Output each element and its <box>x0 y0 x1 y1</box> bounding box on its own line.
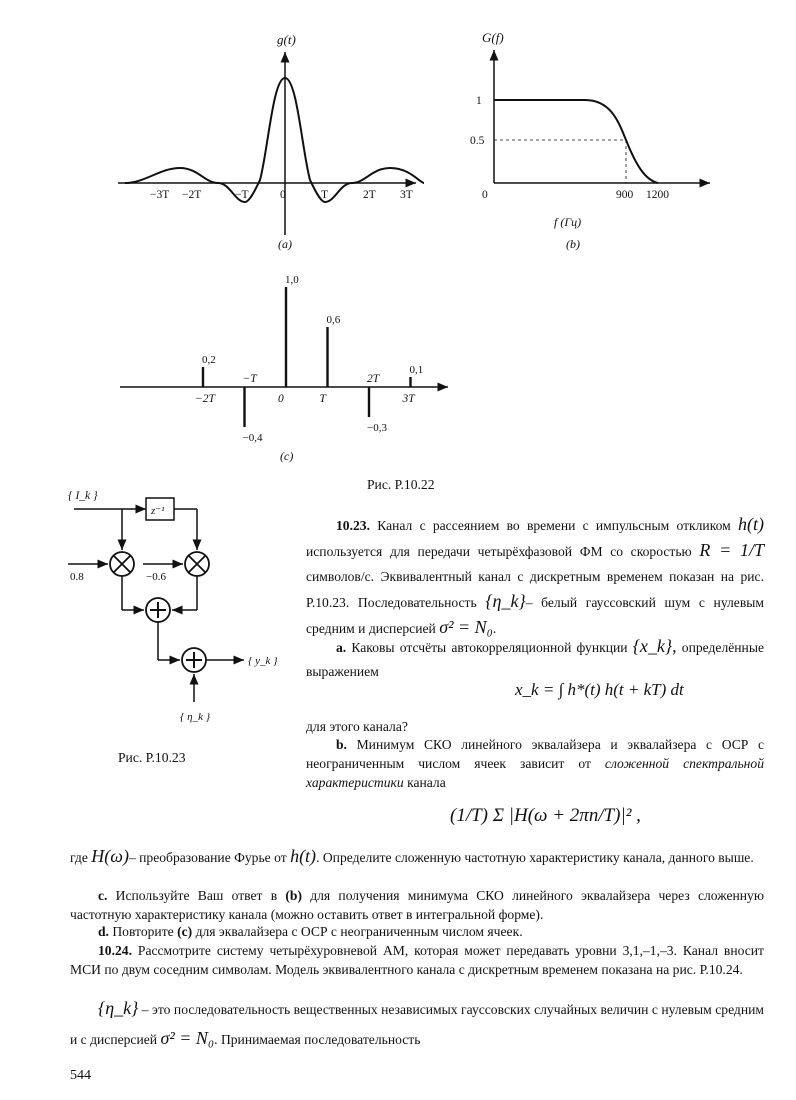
sublabel-a: (a) <box>278 237 292 251</box>
fig-22-caption: Рис. Р.10.22 <box>367 477 435 492</box>
part-a <box>306 634 764 684</box>
math-sigma: σ² = N₀ <box>439 617 493 637</box>
text: символов/с. Эквивалентный канал с дискретным временем показан на рис. Р.10.23. Последовательность <box>306 569 764 610</box>
ytick: 0.5 <box>470 135 485 147</box>
math-h: h(t) <box>290 846 317 866</box>
part-d <box>70 922 764 941</box>
stem-tick: 2T <box>367 373 380 385</box>
part-label: b. <box>336 737 347 752</box>
formula-folded-spectrum: (1/T) Σ |H(ω + 2πn/T)|² , <box>450 805 641 826</box>
problem-10-24-cont <box>70 994 764 1054</box>
math-R: R = 1/T <box>699 540 764 560</box>
ref: (b) <box>285 888 302 903</box>
emphasis: сложенной спектральной характеристики <box>306 756 764 790</box>
stem-tick: 3T <box>402 393 415 405</box>
text: канала <box>403 775 446 790</box>
stem-value: −0,3 <box>367 422 387 434</box>
figure-a <box>110 30 430 255</box>
math-eta: {η_k} <box>485 591 526 611</box>
ref: (c) <box>177 924 193 939</box>
math-eta: {η_k} <box>98 998 139 1018</box>
ylabel-G: G(f) <box>482 30 504 45</box>
text: – преобразование Фурье от <box>128 850 291 865</box>
text: Рассмотрите систему четырёхуровневой АМ, которая может передавать уровни 3,1,–1,–3. Канал вносит МСИ по двум соседним символам. Модель эквивалентного канала с дискретным временем показана на рис. Р.10.24. <box>70 943 764 977</box>
text: Повторите <box>108 924 178 939</box>
math-sigma: σ² = N₀ <box>160 1028 215 1048</box>
noise-label: { η_k } <box>180 711 211 723</box>
text: Используйте Ваш ответ в <box>107 888 286 903</box>
stem-tick: −2T <box>195 393 215 405</box>
part-a-end: для этого канала? <box>306 719 408 734</box>
input-label: { I_k } <box>68 490 98 502</box>
text: используется для передачи четырёхфазовой ФМ со скоростью <box>306 544 692 559</box>
tick: T <box>321 189 329 201</box>
part-label: c. <box>98 888 108 903</box>
delay-label: z⁻¹ <box>151 505 165 517</box>
math-H: H(ω) <box>91 846 129 866</box>
stem-value: 0,6 <box>326 314 341 326</box>
text: где <box>70 850 92 865</box>
math-xk: {x_k}, <box>632 636 677 656</box>
part-c <box>70 886 764 924</box>
math-h: h(t) <box>738 514 764 534</box>
stem-tick: T <box>319 393 326 405</box>
ylabel-g: g(t) <box>277 32 296 47</box>
ytick: 1 <box>476 95 482 107</box>
xtick: 1200 <box>646 189 669 201</box>
text: . Принимаемая последовательность <box>214 1032 421 1047</box>
sublabel-b: (b) <box>566 237 580 251</box>
part-b <box>306 735 764 792</box>
stem-value: 0,1 <box>409 364 424 376</box>
text: Минимум СКО линейного эквалайзера и эквалайзера с ОСР с неограниченным числом ячеек зависит от <box>306 737 764 771</box>
problem-10-24 <box>70 941 764 979</box>
figure-c <box>110 262 470 467</box>
gain-right: −0.6 <box>146 571 166 583</box>
problem-number: 10.23. <box>336 518 370 533</box>
part-label: a. <box>336 640 347 655</box>
tick: 3T <box>400 189 413 201</box>
tick: −3T <box>150 189 170 201</box>
output-label: { y_k } <box>248 655 278 667</box>
text: определённые выражением <box>306 640 764 679</box>
formula-xk: x_k = ∫ h*(t) h(t + kT) dt <box>515 680 684 699</box>
stem-tick: 0 <box>278 393 284 405</box>
block-diagram <box>62 488 302 738</box>
text: для получения минимума СКО линейного эквалайзера через сложенную частотную характеристику канала (можно оставить ответ в интегральной форме). <box>70 888 764 922</box>
text: Канал с рассеянием во времени с импульсным откликом <box>369 518 731 533</box>
stem-tick: −T <box>242 373 257 385</box>
tick: 0 <box>280 189 286 201</box>
gain-left: 0.8 <box>70 571 84 583</box>
problem-number: 10.24. <box>98 943 132 958</box>
tick: −2T <box>182 189 202 201</box>
tick: −T <box>235 189 249 201</box>
stems <box>195 274 423 444</box>
text: для эквалайзера с ОСР с неограниченным числом ячеек. <box>192 924 523 939</box>
stem-value: 0,2 <box>202 354 216 366</box>
page-number: 544 <box>70 1068 91 1083</box>
part-b-cont <box>70 844 764 870</box>
text: Каковы отсчёты автокорреляционной функции <box>346 640 628 655</box>
ytick: 0 <box>482 189 488 201</box>
part-label: d. <box>98 924 109 939</box>
sublabel-c: (c) <box>280 449 294 463</box>
xlabel-f: f (Гц) <box>554 215 582 229</box>
text: . <box>492 621 497 636</box>
text: . Определите сложенную частотную характеристику канала, данного выше. <box>316 850 754 865</box>
figure-b <box>470 30 720 255</box>
G-curve <box>494 100 658 183</box>
xtick: 900 <box>616 189 634 201</box>
ticks-a <box>150 189 413 201</box>
problem-10-23 <box>306 512 764 641</box>
stem-value: −0,4 <box>242 432 263 444</box>
text: – это последовательность вещественных независимых гауссовских случайных величин с нулевым средним и с дисперсией <box>70 1002 764 1047</box>
tick: 2T <box>363 189 376 201</box>
text: – белый гауссовский шум с нулевым средним и дисперсией <box>306 595 764 636</box>
fig-23-caption: Рис. Р.10.23 <box>118 750 186 765</box>
stem-value: 1,0 <box>285 274 299 286</box>
